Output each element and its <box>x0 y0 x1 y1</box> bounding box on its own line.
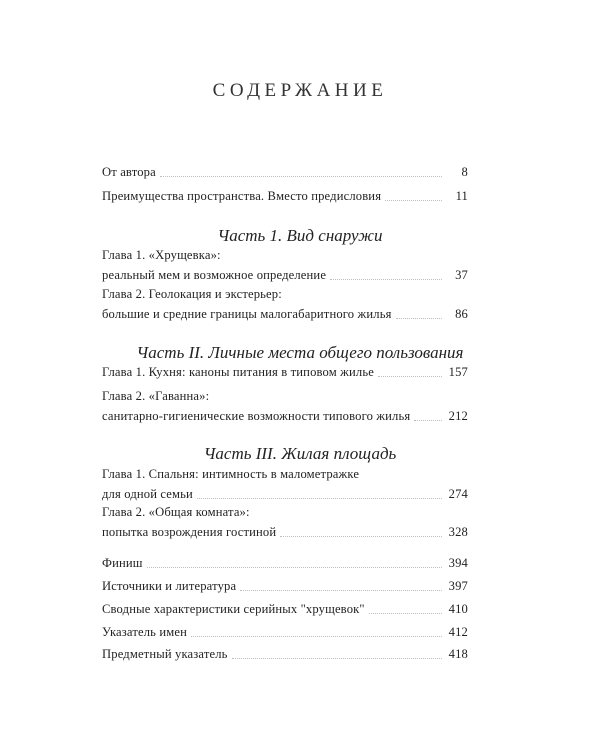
toc-entry-page: 412 <box>448 625 468 639</box>
toc-entry-title: Финиш <box>102 556 143 570</box>
toc-entry-title: Глава 2. «Гаванна»: <box>102 389 210 403</box>
toc-entry-title: Глава 1. Кухня: каноны питания в типовом жилье <box>102 365 374 379</box>
toc-entry-from-author[interactable] <box>102 162 468 182</box>
dot-leader <box>330 278 442 280</box>
dot-leader <box>385 199 442 201</box>
dot-leader <box>240 589 442 591</box>
toc-entry-title: Предметный указатель <box>102 647 228 661</box>
dot-leader <box>280 535 442 537</box>
dot-leader <box>396 317 442 319</box>
toc-entry-title: Глава 1. Спальня: интимность в малометражке <box>102 467 360 481</box>
toc-entry-page: 410 <box>448 602 468 616</box>
toc-entry-page: 328 <box>448 525 468 539</box>
part-3-heading: Часть III. Жилая площадь <box>203 444 397 463</box>
toc-entry-page: 37 <box>455 268 468 282</box>
toc-entry-title: Сводные характеристики серийных "хрущевок" <box>102 602 365 616</box>
toc-entry-part1-ch1[interactable] <box>102 245 468 285</box>
toc-entry-page: 274 <box>448 487 468 501</box>
page-title: СОДЕРЖАНИЕ <box>212 80 388 101</box>
toc-entry-title: Преимущества пространства. Вместо предисловия <box>102 189 382 203</box>
toc-entry-title: Глава 2. Геолокация и экстерьер: <box>102 287 282 301</box>
toc-entry-part1-ch2[interactable] <box>102 284 468 324</box>
toc-entry-page: 8 <box>461 165 468 179</box>
dot-leader <box>160 175 442 177</box>
dot-leader <box>378 375 442 377</box>
dot-leader <box>197 497 442 499</box>
toc-entry-page: 11 <box>455 189 468 203</box>
toc-entry-title: От автора <box>102 165 156 179</box>
toc-entry-subtitle: для одной семьи <box>102 487 193 501</box>
toc-entry-sources[interactable] <box>102 576 468 596</box>
toc-entry-name-index[interactable] <box>102 622 468 642</box>
toc-entry-page: 394 <box>448 556 468 570</box>
toc-entry-characteristics[interactable] <box>102 599 468 619</box>
toc-entry-page: 212 <box>448 409 468 423</box>
toc-entry-finish[interactable] <box>102 553 468 573</box>
toc-entry-subtitle: реальный мем и возможное определение <box>102 268 327 282</box>
toc-entry-subject-index[interactable] <box>102 644 468 664</box>
toc-entry-part3-ch2[interactable] <box>102 502 468 542</box>
dot-leader <box>414 419 442 421</box>
toc-entry-part3-ch1[interactable] <box>102 464 468 504</box>
toc-entry-title: Указатель имен <box>102 625 187 639</box>
toc-entry-title: Источники и литература <box>102 579 237 593</box>
toc-entry-subtitle: санитарно-гигиенические возможности типового жилья <box>102 409 411 423</box>
toc-entry-part2-ch2[interactable] <box>102 386 468 426</box>
toc-entry-part2-ch1[interactable] <box>102 362 468 382</box>
toc-entry-page: 86 <box>455 307 468 321</box>
part-1-heading: Часть 1. Вид снаружи <box>217 226 383 245</box>
toc-entry-page: 418 <box>448 647 468 661</box>
toc-entry-subtitle: большие и средние границы малогабаритного жилья <box>102 307 392 321</box>
dot-leader <box>147 566 442 568</box>
toc-entry-page: 157 <box>448 365 468 379</box>
toc-entry-page: 397 <box>448 579 468 593</box>
toc-entry-subtitle: попытка возрождения гостиной <box>102 525 277 539</box>
dot-leader <box>369 612 442 614</box>
toc-entry-title: Глава 1. «Хрущевка»: <box>102 248 221 262</box>
toc-entry-title: Глава 2. «Общая комната»: <box>102 505 250 519</box>
toc-entry-preface[interactable] <box>102 186 468 206</box>
dot-leader <box>232 657 442 659</box>
part-2-heading: Часть II. Личные места общего пользования <box>136 343 464 362</box>
dot-leader <box>191 635 442 637</box>
